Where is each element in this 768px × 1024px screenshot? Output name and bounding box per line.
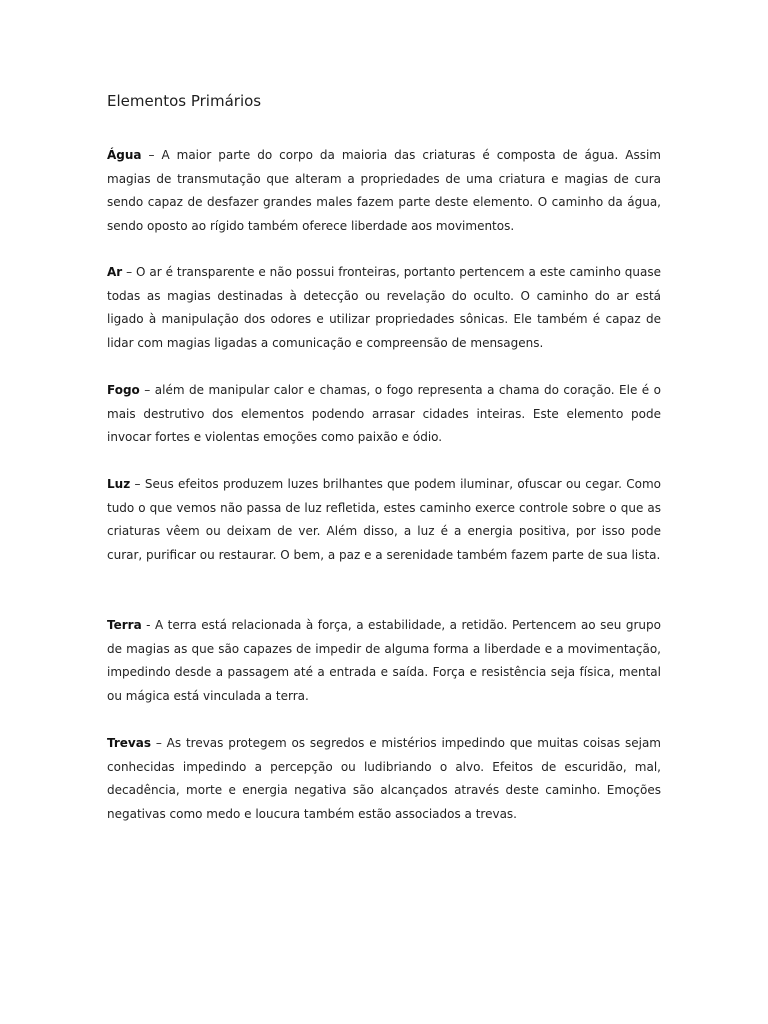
section-separator: – [122,265,137,279]
section-term: Água [107,148,142,162]
section-text: A terra está relacionada à força, a estabilidade, a retidão. Pertencem ao seu grupo de magias as que são capazes de impedir de alguma forma a liberdade e a movimentação, impedindo desde a passagem até a entrada e saída. Força e resistência seja física, mental ou mágica está vinculada a terra. [107,618,661,703]
section-text: A maior parte do corpo da maioria das criaturas é composta de água. Assim magias de transmutação que alteram a propriedades de uma criatura e magias de cura sendo capaz de desfazer grandes males fazem parte deste elemento. O caminho da água, sendo oposto ao rígido também oferece liberdade aos movimentos. [107,148,661,233]
section-agua [107,144,661,238]
section-text: O ar é transparente e não possui fronteiras, portanto pertencem a este caminho quase todas as magias destinadas à detecção ou revelação do oculto. O caminho do ar está ligado à manipulação dos odores e utilizar propriedades sônicas. Ele também é capaz de lidar com magias ligadas a comunicação e compreensão de mensagens. [107,265,661,350]
section-term: Ar [107,265,123,279]
section-term: Terra [107,618,142,632]
section-fogo [107,379,661,450]
section-ar [107,261,661,355]
section-text: além de manipular calor e chamas, o fogo representa a chama do coração. Ele é o mais destrutivo dos elementos podendo arrasar cidades inteiras. Este elemento pode invocar fortes e violentas emoções como paixão e ódio. [107,383,661,444]
page-title: Elementos Primários [107,92,262,110]
section-term: Luz [107,477,131,491]
section-separator: – [141,148,162,162]
section-separator: - [141,618,155,632]
section-term: Fogo [107,383,140,397]
section-term: Trevas [107,736,151,750]
section-luz [107,473,661,567]
section-trevas [107,732,661,826]
section-text: Seus efeitos produzem luzes brilhantes que podem iluminar, ofuscar ou cegar. Como tudo o que vemos não passa de luz refletida, estes caminho exerce controle sobre o que as criaturas vêem ou deixam de ver. Além disso, a luz é a energia positiva, por isso pode curar, purificar ou restaurar. O bem, a paz e a serenidade também fazem parte de sua lista. [107,477,661,562]
section-separator: – [151,736,167,750]
section-separator: – [139,383,155,397]
section-terra [107,614,661,708]
section-text: As trevas protegem os segredos e mistérios impedindo que muitas coisas sejam conhecidas impedindo a percepção ou ludibriando o alvo. Efeitos de escuridão, mal, decadência, morte e energia negativa são alcançados através deste caminho. Emoções negativas como medo e loucura também estão associados a trevas. [107,736,661,821]
section-separator: – [130,477,145,491]
